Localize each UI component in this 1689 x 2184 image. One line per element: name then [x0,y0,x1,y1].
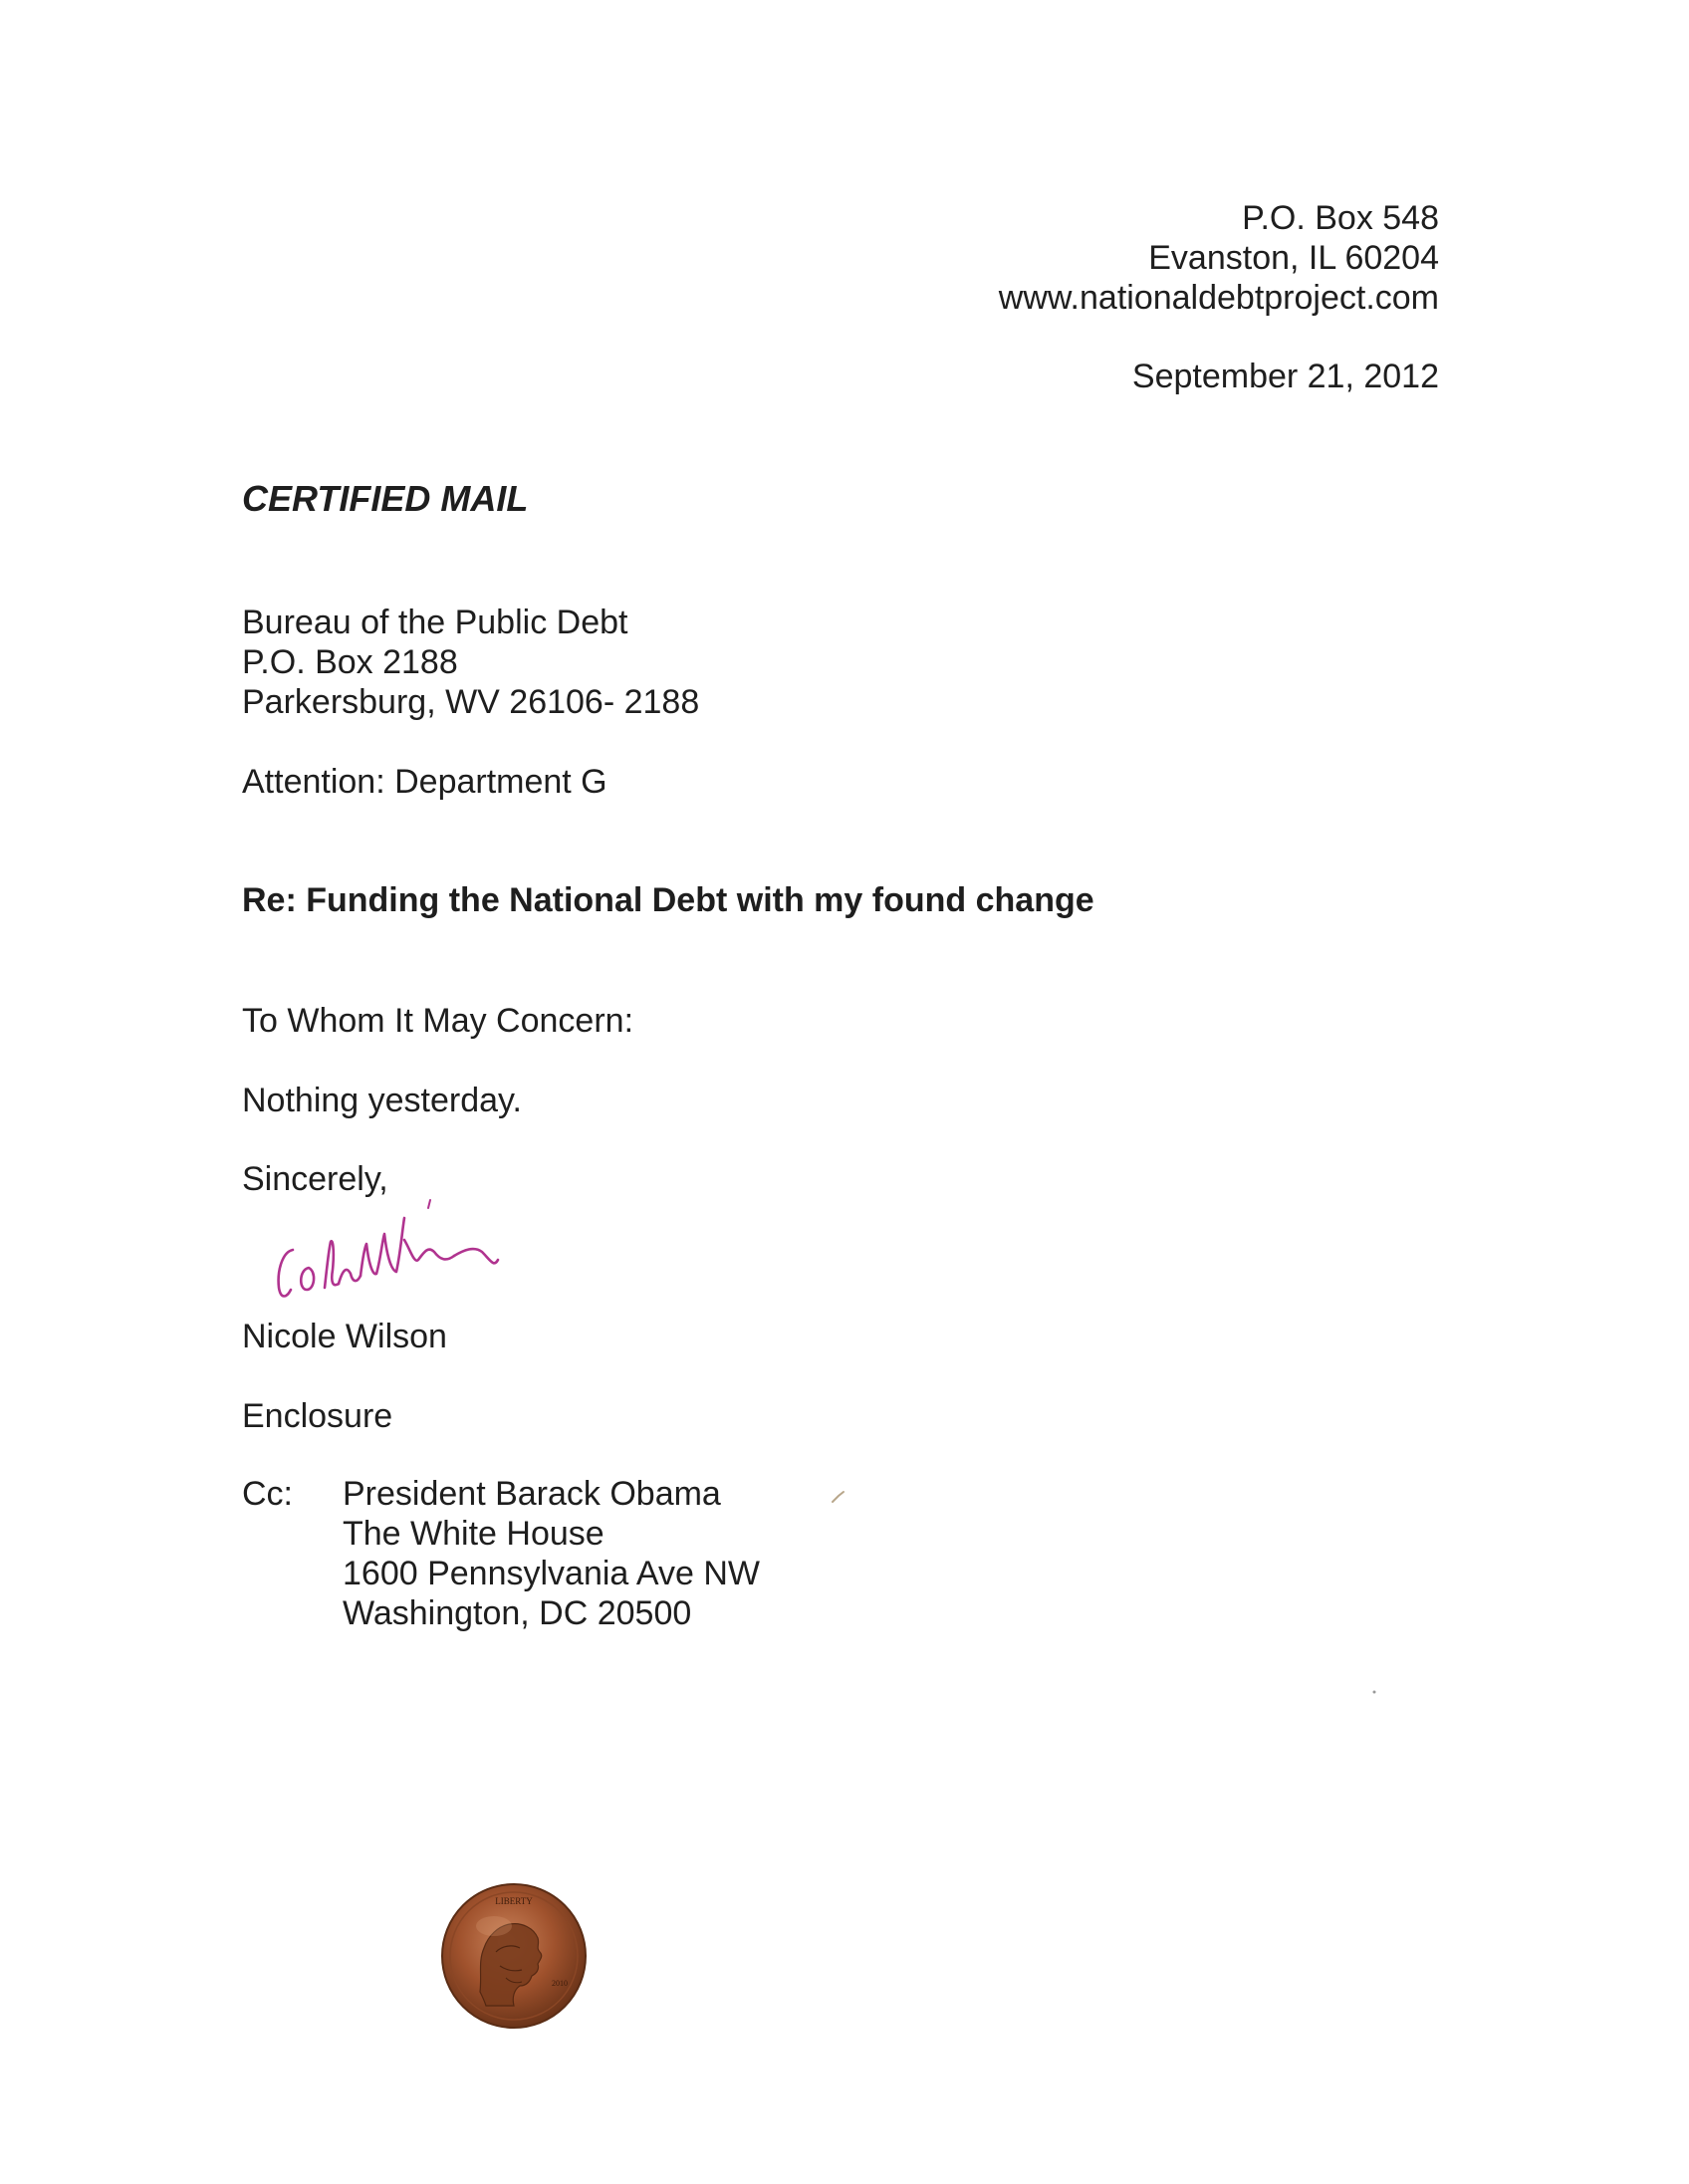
dust-speck [1370,1688,1378,1696]
subject-line: Re: Funding the National Debt with my found change [242,881,1094,919]
certified-mail-heading: CERTIFIED MAIL [242,478,529,519]
enclosure-label: Enclosure [242,1397,393,1435]
recipient-name: Bureau of the Public Debt [242,604,628,641]
penny-inscription-bottom: 2010 [552,1979,568,1988]
cc-line: The White House [343,1515,604,1553]
cc-line: President Barack Obama [343,1475,721,1513]
cc-line: Washington, DC 20500 [343,1594,692,1632]
sender-city-state-zip: Evanston, IL 60204 [1148,239,1439,277]
sender-website: www.nationaldebtproject.com [998,279,1439,317]
letter-date: September 21, 2012 [1131,358,1439,395]
handwritten-signature [269,1190,588,1315]
salutation: To Whom It May Concern: [242,1002,634,1040]
cc-line: 1600 Pennsylvania Ave NW [343,1555,760,1592]
recipient-po-box: P.O. Box 2188 [242,643,458,681]
ink-speck [831,1490,846,1504]
penny-inscription-top: LIBERTY [495,1896,533,1906]
cc-label: Cc: [242,1475,293,1513]
body-text: Nothing yesterday. [242,1082,522,1119]
signer-name: Nicole Wilson [242,1318,447,1355]
sender-po-box: P.O. Box 548 [1242,199,1439,237]
attention-line: Attention: Department G [242,763,607,801]
closing: Sincerely, [242,1160,388,1198]
recipient-city-state-zip: Parkersburg, WV 26106- 2188 [242,683,700,721]
penny-coin-image [440,1882,588,2030]
